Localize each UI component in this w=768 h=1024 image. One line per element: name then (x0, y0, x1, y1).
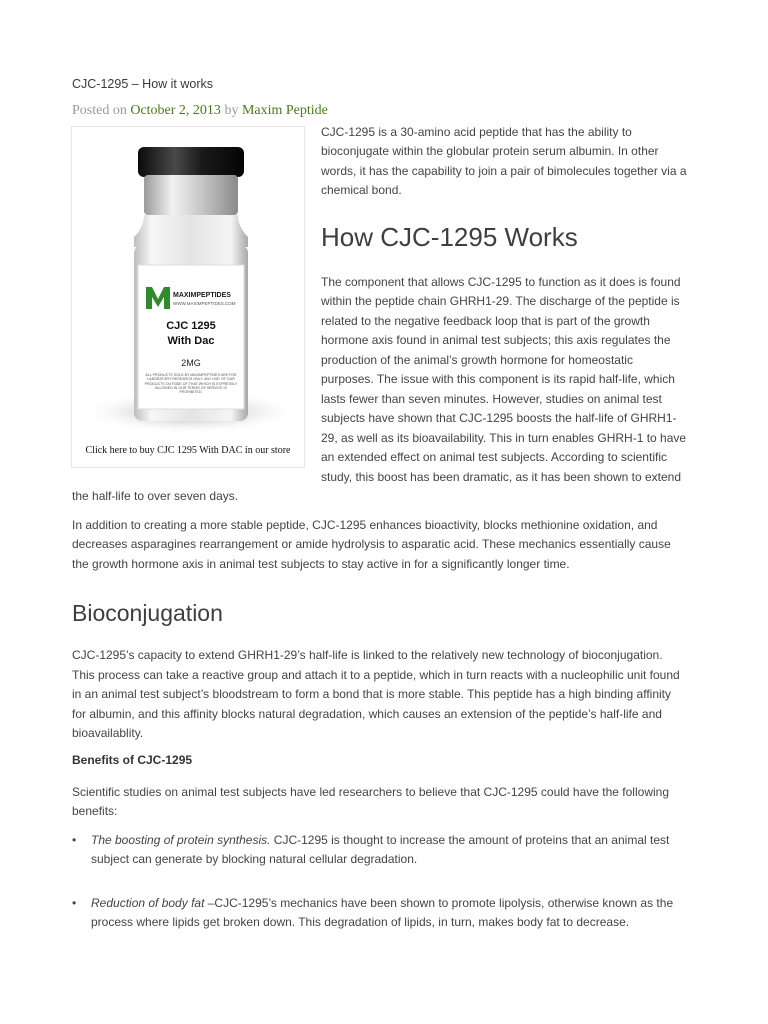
label-brand: MAXIMPEPTIDES (173, 292, 231, 299)
heading-bioconjugation: Bioconjugation (72, 600, 223, 626)
stable-line-1: In addition to creating a more stable peptide, CJC-1295 enhances bioactivity, blocks methionine oxidation, and (72, 518, 658, 532)
bio-line-5: bioavailablity. (72, 726, 144, 740)
bullet-2-line-1: Reduction of body fat –CJC-1295’s mechanics have been shown to promote lipolysis, otherwise known as the (91, 896, 674, 910)
heading-how-it-works: How CJC-1295 Works (321, 222, 578, 252)
figure-caption[interactable]: Click here to buy CJC 1295 With DAC in our store (85, 445, 291, 456)
stable-line-2: decreases asparagines rearrangement or amide hydrolysis to asparatic acid. These mechanics essentially cause (72, 537, 671, 551)
intro-line-2: bioconjugate within the globular protein serum albumin. In other (321, 144, 659, 158)
bio-line-3: in an animal test subject’s bloodstream to form a bond that is more stable. This peptide has a high binding affinity (72, 687, 672, 701)
how-line-5: production of the animal’s growth hormone for homeostatic (321, 353, 633, 367)
label-disclaimer: ALL PRODUCTS SOLD BY MAXIMPEPTIDES ARE FOR LABORATORY RESEARCH ONLY. ANY USE OF OUR PRODUCTS OUTSIDE OF THAT WHICH IS EXPRESSLY ALLOWED IN OUR TERMS OF SERVICE IS PROHIBITED. (144, 373, 238, 395)
vial-cap (138, 147, 244, 177)
bio-line-1: CJC-1295’s capacity to extend GHRH1-29’s half-life is linked to the relatively new technology of bioconjugation. (72, 648, 663, 662)
bullet-1-line-1: The boosting of protein synthesis. CJC-1295 is thought to increase the amount of proteins that an animal test (91, 833, 670, 847)
how-line-7: lasts fewer than seven minutes. However, studies on animal test (321, 392, 662, 406)
vial-shoulder (134, 215, 248, 247)
bullet-1-emphasis: The boosting of protein synthesis. (91, 833, 271, 847)
how-line-9: 29, as well as its bioavailability. This in turn enables GHRH-1 to have (321, 431, 687, 445)
intro-line-4: chemical bond. (321, 183, 402, 197)
how-line-1: The component that allows CJC-1295 to function as it does is found (321, 275, 681, 289)
how-line-6: purposes. The issue with this component is its rapid half-life, which (321, 372, 675, 386)
post-small-title[interactable]: CJC-1295 – How it works (72, 77, 214, 91)
benefits-intro-line-2: benefits: (72, 804, 118, 818)
post-date-link[interactable]: October 2, 2013 (130, 103, 221, 118)
vial-crimp (144, 175, 238, 215)
label-product-name: CJC 1295 (166, 320, 216, 332)
stable-line-3: the growth hormone axis in animal test subjects to stay active in for a significantly longer time. (72, 557, 570, 571)
label-product-variant: With Dac (167, 335, 215, 347)
how-line-4: hormone axis found in animal test subjects; this axis regulates the (321, 333, 671, 347)
how-line-8: subjects have shown that CJC-1295 boosts the half-life of GHRH1- (321, 411, 677, 425)
intro-line-1: CJC-1295 is a 30-amino acid peptide that has the ability to (321, 125, 632, 139)
vial-image[interactable] (72, 127, 304, 467)
bullet-2-emphasis: Reduction of body fat (91, 896, 205, 910)
bullet-2-line-2: process where lipids get broken down. This degradation of lipids, in turn, makes body fat to decrease. (91, 915, 630, 929)
label-url: WWW.MAXIMPEPTIDES.COM (173, 301, 236, 306)
by-label: by (224, 103, 239, 118)
how-line-11: study, this boost has been dramatic, as it has been shown to extend (321, 470, 681, 484)
bullet-dot: • (72, 833, 77, 847)
label-dose: 2MG (181, 358, 201, 368)
how-line-12: the half-life to over seven days. (72, 489, 239, 503)
how-line-10: an extended effect on animal test subjects. According to scientific (321, 450, 667, 464)
how-line-3: related to the negative feedback loop that is part of the growth (321, 314, 650, 328)
how-line-2: within the peptide chain GHRH1-29. The discharge of the peptide is (321, 294, 680, 308)
bio-line-4: for albumin, and this affinity blocks natural degradation, which causes an extension of the peptide’s half-life and (72, 707, 662, 721)
benefits-intro-line-1: Scientific studies on animal test subjects have led researchers to believe that CJC-1295 could have the following (72, 785, 669, 799)
bullet-1-line-2: subject can generate by blocking natural cellular degradation. (91, 852, 418, 866)
product-figure[interactable] (71, 126, 305, 468)
author-link[interactable]: Maxim Peptide (241, 103, 328, 118)
benefits-heading: Benefits of CJC-1295 (72, 753, 193, 767)
post-meta (72, 103, 328, 119)
posted-on-label: Posted on (72, 103, 127, 118)
intro-line-3: words, it has the capability to join a pair of bimolecules together via a (321, 164, 687, 178)
bullet-dot: • (72, 896, 77, 910)
bio-line-2: This process can take a reactive group and attach it to a peptide, which in turn reacts with a nucleophilic unit found (72, 668, 680, 682)
